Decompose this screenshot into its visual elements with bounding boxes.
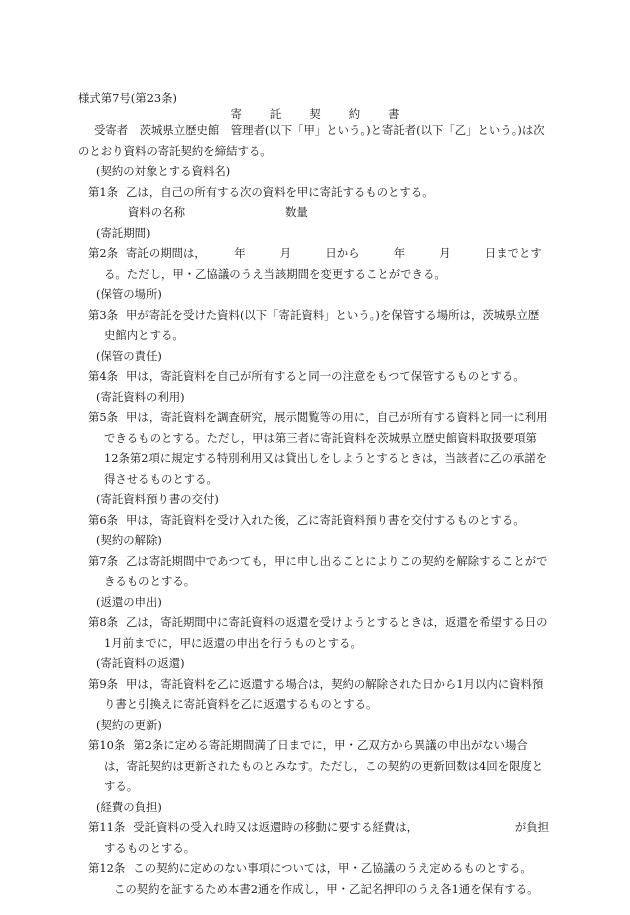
article-2 bbox=[76, 243, 550, 284]
article-number: 第11条 bbox=[88, 820, 126, 834]
form-number: 様式第7号(第23条) bbox=[78, 91, 177, 105]
article-text: 寄託の期間は， 年 月 日から 年 月 日までとする。ただし，甲・乙協議のうえ当該期間を変更することができる。 bbox=[104, 246, 542, 281]
article-number: 第8条 bbox=[88, 615, 119, 629]
article-number: 第1条 bbox=[88, 184, 119, 199]
article-text: 乙は，寄託期間中に寄託資料の返還を受けようとするときは，返還を希望する日の1月前までに，甲に返還の申出を行うものとする。 bbox=[104, 615, 548, 650]
article-text: 甲は，寄託資料を調査研究，展示閲覧等の用に，自己が所有する資料と同一に利用できるものとする。ただし，甲は第三者に寄託資料を茨城県立歴史館資料取扱要項第12条第2項に規定する特別利用又は貸出しをしようとするときは，当該者に乙の承諾を得させるものとする。 bbox=[104, 410, 548, 486]
title-char: 寄 bbox=[230, 107, 242, 121]
title-char: 託 bbox=[269, 107, 282, 121]
article-12 bbox=[76, 858, 550, 879]
article-number: 第5条 bbox=[88, 410, 119, 424]
closing-statement: この契約を証するため本書2通を作成し，甲・乙記名押印のうえ各1通を保有する。 bbox=[114, 881, 539, 896]
article-heading: (保管の責任) bbox=[96, 348, 162, 363]
article-1 bbox=[76, 182, 550, 203]
article-heading: (契約の更新) bbox=[96, 717, 162, 732]
article-number: 第6条 bbox=[88, 512, 119, 527]
article-number: 第10条 bbox=[88, 738, 126, 752]
article-heading: (寄託期間) bbox=[96, 225, 151, 240]
article-heading: (保管の場所) bbox=[96, 287, 162, 301]
article-text: 甲は，寄託資料を乙に返還する場合は，契約の解除された日から1月以内に資料預り書と引換えに寄託資料を乙に返還するものとする。 bbox=[104, 676, 544, 711]
article-number: 第7条 bbox=[88, 553, 119, 568]
article-heading: (契約の解除) bbox=[96, 533, 162, 547]
title-char: 書 bbox=[388, 107, 400, 121]
intro-paragraph: 受寄者 茨城県立歴史館 管理者(以下「甲」という。)と寄託者(以下「乙」という。)は次のとおり資料の寄託契約を締結する。 bbox=[78, 123, 545, 158]
title-char: 契 bbox=[309, 107, 321, 121]
article-text: 乙は寄託期間中であつても，甲に申し出ることによりこの契約を解除することができるものとする。 bbox=[104, 553, 548, 588]
article-10 bbox=[76, 735, 550, 797]
article-number: 第3条 bbox=[88, 307, 119, 322]
article-text: 受託資料の受入れ時又は返還時の移動に要する経費は， が負担するものとする。 bbox=[104, 820, 550, 855]
article-number: 第9条 bbox=[88, 676, 119, 691]
item-name-column: 資料の名称 bbox=[128, 205, 185, 219]
article-heading: (契約の対象とする資料名) bbox=[96, 164, 231, 178]
article-number: 第12条 bbox=[88, 861, 126, 875]
article-heading: (経費の負担) bbox=[96, 799, 162, 814]
article-4 bbox=[76, 366, 550, 387]
items-table-header bbox=[78, 202, 550, 223]
article-text: 甲は，寄託資料を自己が所有すると同一の注意をもつて保管するものとする。 bbox=[126, 369, 525, 383]
article-3 bbox=[76, 305, 550, 346]
article-heading: (寄託資料の返還) bbox=[96, 656, 185, 670]
article-6 bbox=[76, 510, 550, 531]
article-text: 甲が寄託を受けた資料(以下「寄託資料」という。)を保管する場所は，茨城県立歴史館内とする。 bbox=[104, 307, 540, 342]
article-5 bbox=[76, 407, 550, 489]
item-quantity-column: 数量 bbox=[284, 205, 308, 219]
article-text: この契約に定めのない事項については，甲・乙協議のうえ定めるものとする。 bbox=[133, 861, 532, 875]
article-text: 乙は，自己の所有する次の資料を甲に寄託するものとする。 bbox=[126, 184, 434, 199]
article-text: 第2条に定める寄託期間満了日までに，甲・乙双方から異議の申出がない場合は，寄託契約は更新されたものとみなす。ただし，この契約の更新回数は4回を限度とする。 bbox=[104, 738, 544, 793]
article-number: 第2条 bbox=[88, 246, 119, 260]
article-text: 甲は，寄託資料を受け入れた後，乙に寄託資料預り書を交付するものとする。 bbox=[126, 512, 525, 527]
article-heading: (返還の申出) bbox=[96, 594, 162, 609]
document-body bbox=[78, 120, 550, 899]
article-number: 第4条 bbox=[88, 369, 119, 383]
article-11 bbox=[76, 817, 550, 858]
title-char: 約 bbox=[348, 107, 361, 121]
article-heading: (寄託資料預り書の交付) bbox=[96, 492, 219, 506]
article-heading: (寄託資料の利用) bbox=[96, 389, 185, 404]
article-7 bbox=[76, 551, 550, 592]
article-8 bbox=[76, 612, 550, 653]
article-9 bbox=[76, 674, 550, 715]
